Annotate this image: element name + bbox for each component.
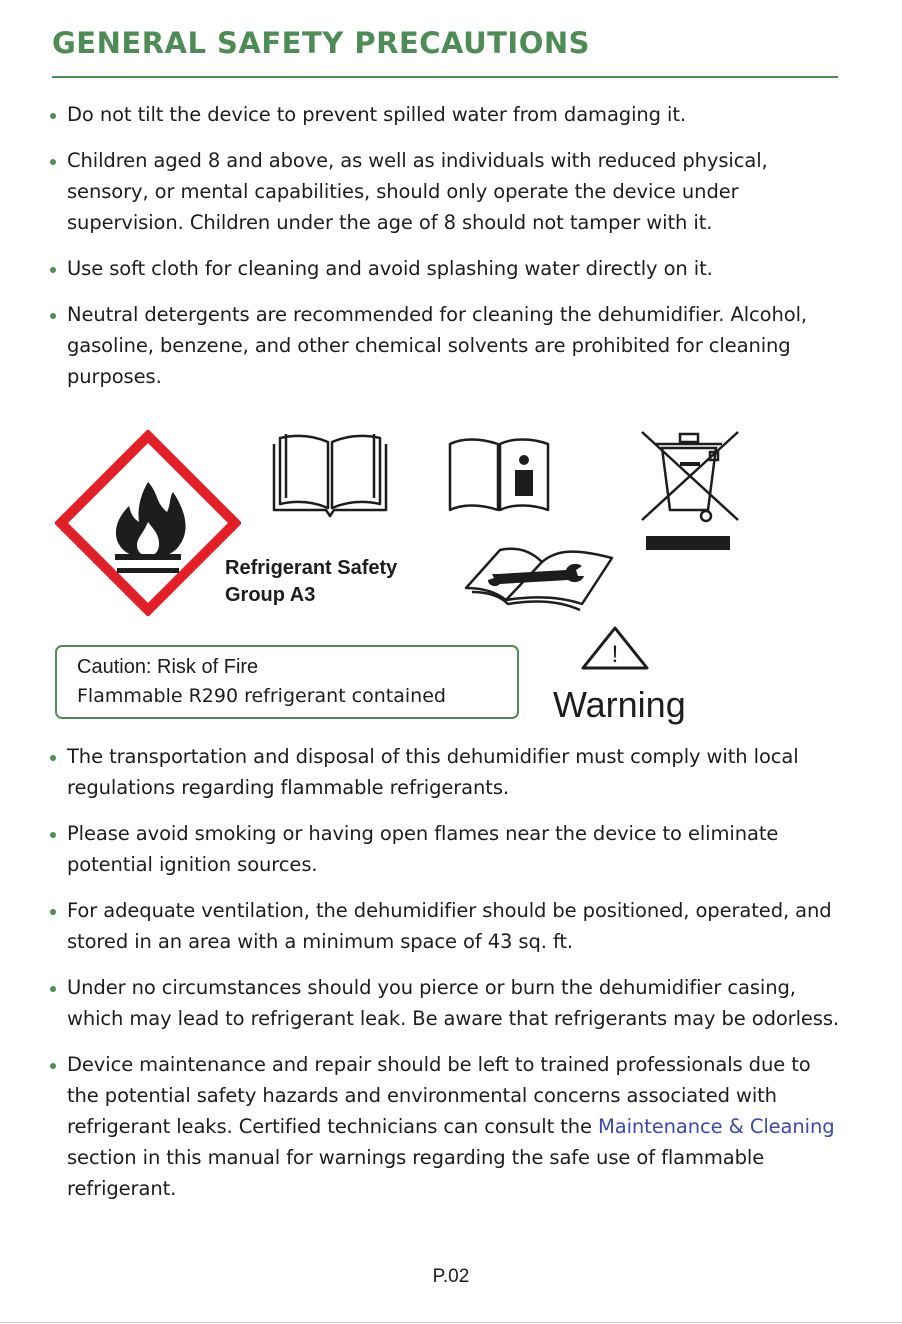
title-divider <box>52 76 838 78</box>
warning-exclamation: ! <box>611 641 619 668</box>
warning-triangle-icon <box>580 625 650 671</box>
info-letter: i <box>523 493 525 495</box>
refrigerant-label-line2: Group A3 <box>225 584 316 606</box>
weee-bin-icon <box>636 428 744 554</box>
list-item: Please avoid smoking or having open flames near the device to eliminate potential ignition sources. <box>50 818 840 880</box>
list-item: The transportation and disposal of this dehumidifier must comply with local regulations regarding flammable refrigerants. <box>50 741 840 803</box>
refrigerant-label-line1: Refrigerant Safety <box>225 557 398 579</box>
flammable-hazard-icon <box>55 430 241 616</box>
maintenance-cleaning-link[interactable]: Maintenance & Cleaning <box>598 1115 835 1138</box>
caution-line1: Caution: Risk of Fire <box>77 656 259 678</box>
list-item: Children aged 8 and above, as well as individuals with reduced physical, sensory, or mental capabilities, should only operate the device under supervision. Children under the age of 8 should not tamper with it. <box>50 145 840 238</box>
page-title: GENERAL SAFETY PRECAUTIONS <box>52 26 591 60</box>
list-item: For adequate ventilation, the dehumidifier should be positioned, operated, and stored in an area with a minimum space of 43 sq. ft. <box>50 895 840 957</box>
refrigerant-safety-label <box>225 555 397 609</box>
maintenance-text-after: section in this manual for warnings regarding the safe use of flammable refrigerant. <box>67 1146 765 1200</box>
list-item-maintenance <box>50 1049 840 1204</box>
page-bottom-border <box>0 1322 902 1323</box>
open-manual-icon <box>268 428 392 520</box>
warning-label: Warning <box>553 684 686 725</box>
maintenance-text-before: Device maintenance and repair should be left to trained professionals due to the potential safety hazards and environmental concerns associated with refrigerant leaks. Certified technicians can consult the <box>67 1053 811 1138</box>
page-number: P.02 <box>432 1266 470 1287</box>
list-item: Neutral detergents are recommended for cleaning the dehumidifier. Alcohol, gasoline, benzene, and other chemical solvents are prohibited for cleaning purposes. <box>50 299 840 392</box>
precautions-list-top <box>50 99 840 407</box>
caution-box <box>55 645 519 719</box>
list-item: Do not tilt the device to prevent spilled water from damaging it. <box>50 99 840 130</box>
info-manual-icon <box>446 434 552 514</box>
caution-line2: Flammable R290 refrigerant contained <box>77 685 446 707</box>
precautions-list-bottom <box>50 741 840 1219</box>
service-manual-icon <box>462 544 618 616</box>
list-item: Use soft cloth for cleaning and avoid splashing water directly on it. <box>50 253 840 284</box>
list-item: Under no circumstances should you pierce or burn the dehumidifier casing, which may lead to refrigerant leak. Be aware that refrigerants may be odorless. <box>50 972 840 1034</box>
